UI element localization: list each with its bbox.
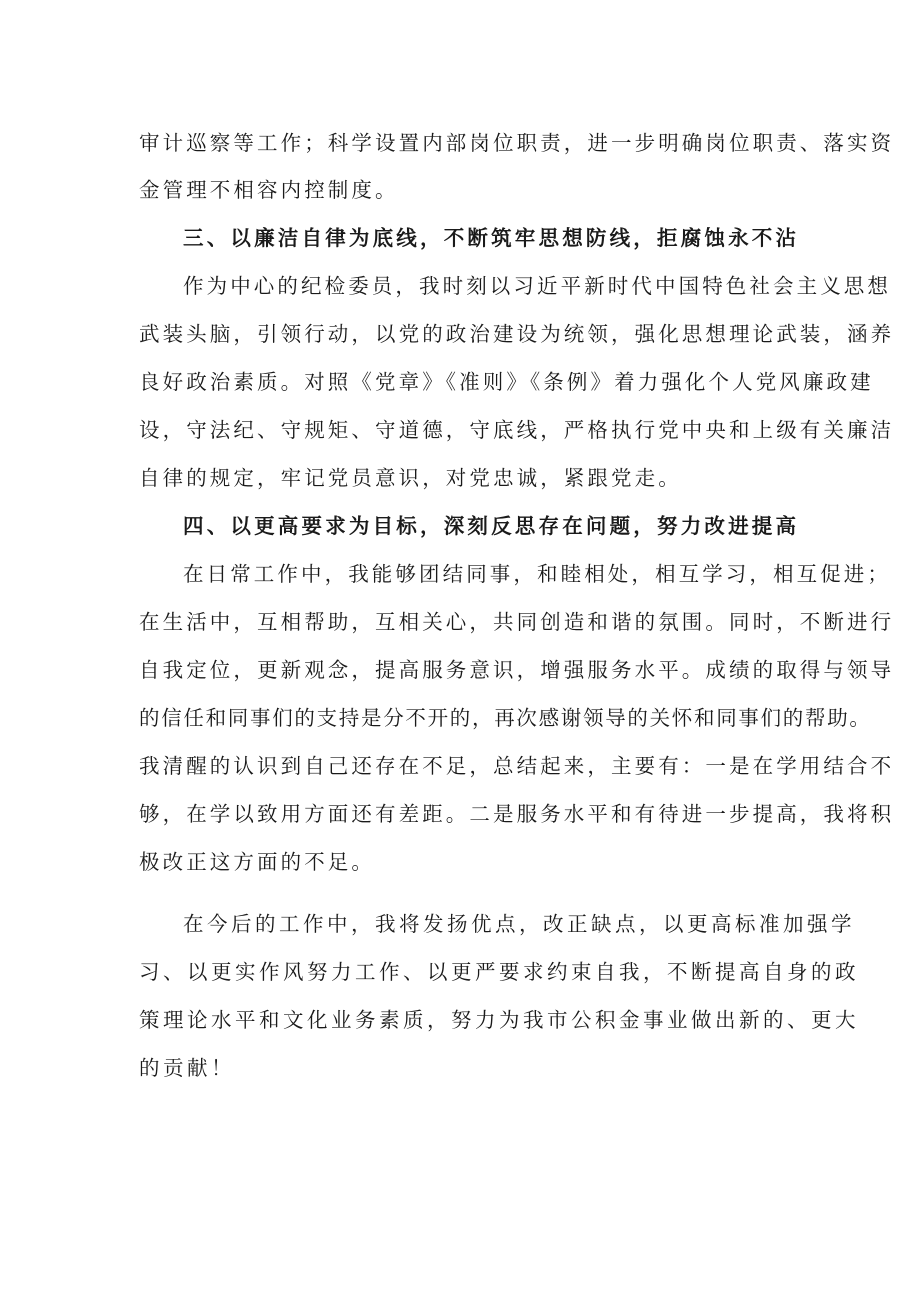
body-text-line: 极改正这方面的不足。 <box>139 850 375 874</box>
body-text-line: 的信任和同事们的支持是分不开的，再次感谢领导的关怀和同事们的帮助。 <box>139 706 872 730</box>
body-text-line: 策理论水平和文化业务素质，努力为我市公积金事业做出新的、更大 <box>139 1008 859 1032</box>
body-text-line: 自律的规定，牢记党员意识，对党忠诚，紧跟党走。 <box>139 466 682 490</box>
body-text-line: 自我定位，更新观念，提高服务意识，增强服务水平。成绩的取得与领导 <box>139 658 895 682</box>
body-text-line: 够，在学以致用方面还有差距。二是服务水平和有待进一步提高，我将积 <box>139 802 895 826</box>
body-text-line: 在日常工作中，我能够团结同事，和睦相处，相互学习，相互促进； <box>183 562 891 586</box>
body-text-line: 在生活中，互相帮助，互相关心，共同创造和谐的氛围。同时，不断进行 <box>139 610 895 634</box>
body-text-line: 金管理不相容内控制度。 <box>139 178 399 202</box>
section-heading: 三、以廉洁自律为底线，不断筑牢思想防线，拒腐蚀永不沾 <box>183 226 800 250</box>
body-text-line: 我清醒的认识到自己还存在不足，总结起来，主要有：一是在学用结合不 <box>139 754 895 778</box>
body-text-line: 设，守法纪、守规矩、守道德，守底线，严格执行党中央和上级有关廉洁 <box>139 418 895 442</box>
body-text-line: 作为中心的纪检委员，我时刻以习近平新时代中国特色社会主义思想 <box>183 274 891 298</box>
body-text-line: 习、以更实作风努力工作、以更严要求约束自我，不断提高自身的政 <box>139 960 859 984</box>
body-text-line: 武装头脑，引领行动，以党的政治建设为统领，强化思想理论武装，涵养 <box>139 322 895 346</box>
body-text-line: 在今后的工作中，我将发扬优点，改正缺点，以更高标准加强学 <box>183 912 855 936</box>
body-text-line: 审计巡察等工作；科学设置内部岗位职责，进一步明确岗位职责、落实资 <box>139 131 895 155</box>
body-text-line: 良好政治素质。对照《党章》《准则》《条例》着力强化个人党风廉政建 <box>139 370 874 394</box>
body-text-line: 的贡献！ <box>139 1056 235 1080</box>
section-heading: 四、以更高要求为目标，深刻反思存在问题，努力改进提高 <box>183 514 800 538</box>
